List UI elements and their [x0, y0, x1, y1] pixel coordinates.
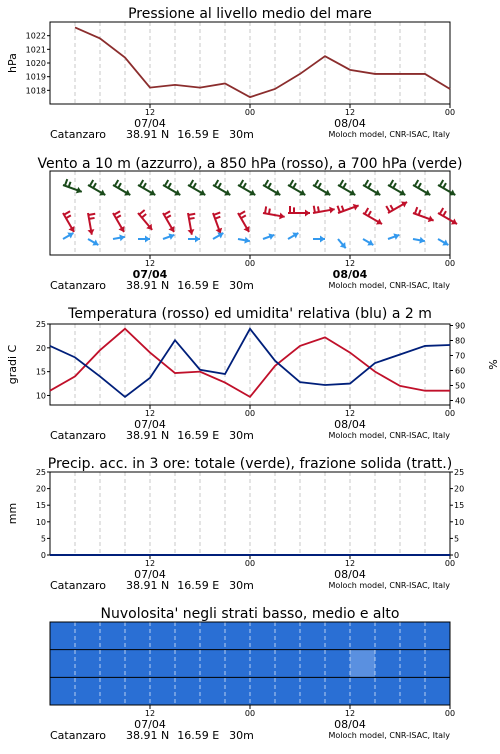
location-line: [50, 279, 254, 292]
panel-5: [50, 606, 455, 742]
x-tick-label: 12: [144, 259, 156, 268]
barb-feather: [190, 180, 194, 186]
date-label: 08/04: [334, 568, 366, 581]
cloud-cell: [325, 677, 350, 705]
barb-feather: [314, 206, 315, 213]
cloud-cell: [50, 650, 75, 678]
x-tick-label: 12: [144, 709, 156, 718]
barb-feather: [368, 211, 371, 216]
barb-feather: [243, 183, 246, 188]
barb-feather: [139, 210, 144, 214]
location-line: [50, 429, 254, 442]
barb-feather: [143, 183, 146, 188]
location-lon: 16.59 E: [177, 429, 220, 442]
panel-3: [6, 306, 499, 442]
wind-barb: [388, 233, 399, 240]
wind-barb: [138, 236, 150, 243]
wind-barb: [413, 237, 425, 244]
y-tick-label-right: 90: [455, 321, 466, 331]
cloud-cell: [150, 622, 175, 650]
barb-feather: [215, 180, 219, 186]
barb-head: [320, 236, 325, 243]
location-city: Catanzaro: [50, 279, 106, 292]
y-tick-label-right: 10: [454, 517, 465, 527]
y-tick-label-right: 25: [454, 468, 465, 477]
cloud-cell: [175, 622, 200, 650]
panel-4: [6, 456, 464, 592]
cloud-cell: [350, 650, 375, 678]
wind-barb: [163, 180, 180, 196]
x-tick-label: 12: [344, 709, 356, 718]
cloud-cell: [100, 650, 125, 678]
y-tick-label-right: 40: [455, 396, 466, 406]
location-city: Catanzaro: [50, 429, 106, 442]
wind-barb: [438, 208, 457, 225]
barb-feather: [241, 215, 246, 218]
panel-title: Vento a 10 m (azzurro), a 850 hPa (rosso), a 700 hPa (verde): [37, 156, 463, 172]
y-tick-label: 1018: [25, 86, 46, 96]
cloud-cell: [375, 677, 400, 705]
wind-barb: [313, 206, 335, 214]
barb-feather: [114, 211, 120, 215]
wind-barb: [238, 180, 255, 196]
wind-barb: [363, 208, 382, 225]
wind-barb: [113, 234, 125, 241]
wind-barb: [63, 232, 73, 239]
series-line-0: [75, 27, 450, 97]
wind-barb: [188, 180, 205, 196]
cloud-cell: [325, 622, 350, 650]
cloud-cell: [200, 622, 225, 650]
wind-barb: [88, 213, 96, 235]
barb-feather: [140, 180, 144, 186]
location-lat: 38.91 N: [125, 279, 170, 292]
cloud-cell: [225, 622, 250, 650]
cloud-cell: [225, 677, 250, 705]
date-label: 08/04: [332, 268, 368, 281]
barb-feather: [142, 214, 146, 218]
wind-barb: [363, 239, 373, 246]
panel-1: [6, 6, 455, 141]
wind-barb: [288, 232, 298, 239]
barb-feather: [290, 180, 294, 186]
y-tick-label: 1022: [25, 31, 46, 41]
barb-feather: [337, 206, 339, 213]
cloud-cell: [150, 677, 175, 705]
y-tick-label-right: 70: [455, 351, 466, 361]
wind-barb: [263, 206, 285, 219]
barb-feather: [365, 180, 369, 186]
wind-barb: [63, 179, 82, 193]
y-tick-label: 1019: [25, 72, 46, 82]
cloud-cell: [275, 622, 300, 650]
barb-feather: [318, 206, 319, 212]
date-label: 07/04: [134, 718, 166, 731]
barb-feather: [168, 183, 171, 188]
location-alt: 30m: [229, 279, 254, 292]
wind-barb: [388, 180, 405, 196]
x-tick-label: 00: [444, 709, 456, 718]
y-tick-label: 5: [40, 534, 46, 544]
barb-feather: [265, 206, 266, 213]
cloud-cell: [75, 622, 100, 650]
wind-barb: [263, 233, 274, 240]
barb-feather: [340, 180, 344, 186]
cloud-cell: [125, 677, 150, 705]
barb-feather: [386, 206, 390, 212]
y-axis-label: hPa: [6, 53, 19, 73]
cloud-cell: [150, 650, 175, 678]
wind-barb: [313, 180, 330, 196]
barb-feather: [293, 183, 296, 188]
y-tick-label: 25: [35, 320, 46, 329]
barb-feather: [214, 212, 221, 214]
y-tick-label-right: 0: [454, 551, 460, 560]
x-tick-label: 00: [444, 259, 456, 268]
date-label: 07/04: [134, 418, 166, 431]
x-tick-label: 12: [344, 559, 356, 568]
cloud-cell: [125, 650, 150, 678]
wind-barb: [238, 211, 250, 232]
cloud-cell: [375, 622, 400, 650]
wind-barb: [213, 212, 222, 233]
y-tick-label: 0: [40, 551, 46, 560]
barb-head: [145, 236, 150, 243]
x-tick-label: 12: [344, 409, 356, 418]
barb-feather: [115, 180, 119, 186]
barb-feather: [215, 217, 220, 219]
wind-barb: [138, 180, 155, 196]
cloud-cell: [50, 677, 75, 705]
y-tick-label: 25: [35, 468, 46, 477]
barb-feather: [443, 183, 446, 188]
location-lat: 38.91 N: [125, 729, 170, 742]
x-tick-label: 00: [444, 559, 456, 568]
cloud-cell: [75, 677, 100, 705]
y-tick-label: 1021: [25, 45, 46, 55]
location-lat: 38.91 N: [125, 429, 170, 442]
wind-barb: [88, 180, 105, 196]
location-city: Catanzaro: [50, 579, 106, 592]
cloud-cell: [375, 650, 400, 678]
location-lon: 16.59 E: [177, 729, 220, 742]
y-axis-label: mm: [6, 502, 19, 525]
cloud-cell: [425, 650, 450, 678]
barb-feather: [164, 211, 170, 215]
wind-barb: [63, 211, 75, 232]
cloud-cell: [400, 677, 425, 705]
location-city: Catanzaro: [50, 729, 106, 742]
x-tick-label: 00: [444, 409, 456, 418]
barb-head: [195, 236, 200, 243]
barb-feather: [93, 183, 96, 188]
cloud-cell: [200, 650, 225, 678]
x-tick-label: 00: [244, 259, 256, 268]
barb-feather: [390, 180, 394, 186]
wind-barb: [88, 239, 98, 246]
location-alt: 30m: [229, 579, 254, 592]
x-tick-label: 00: [244, 709, 256, 718]
date-label: 08/04: [334, 117, 366, 130]
y-tick-label: 15: [35, 367, 46, 377]
panel-title: Pressione al livello medio del mare: [128, 6, 372, 22]
wind-barb: [288, 180, 305, 196]
date-label: 07/04: [132, 268, 168, 281]
wind-barb: [363, 180, 380, 196]
cloud-cell: [275, 677, 300, 705]
barb-feather: [90, 180, 94, 186]
wind-barb: [386, 201, 407, 213]
wind-barb: [113, 180, 130, 196]
wind-barb: [413, 180, 430, 196]
x-tick-label: 12: [344, 108, 356, 117]
barb-feather: [165, 180, 169, 186]
cloud-cell: [50, 622, 75, 650]
location-line: [50, 729, 254, 742]
x-tick-label: 00: [244, 108, 256, 117]
barb-feather: [269, 209, 270, 215]
cloud-cell: [350, 677, 375, 705]
wind-barb: [213, 232, 223, 239]
date-label: 07/04: [134, 117, 166, 130]
barb-feather: [440, 208, 444, 214]
cloud-cell: [250, 622, 275, 650]
location-lat: 38.91 N: [125, 579, 170, 592]
y-tick-label: 10: [35, 391, 46, 401]
barb-feather: [415, 180, 419, 186]
plot-frame: [50, 22, 450, 104]
barb-feather: [166, 215, 171, 218]
wind-barb: [413, 207, 434, 222]
location-lat: 38.91 N: [125, 128, 170, 141]
cloud-cell: [300, 650, 325, 678]
x-tick-label: 00: [444, 108, 456, 117]
barb-feather: [188, 214, 195, 215]
y-tick-label-right: 15: [454, 501, 465, 511]
barb-feather: [240, 180, 244, 186]
wind-barb: [163, 211, 175, 232]
wind-barb: [213, 180, 230, 196]
y-tick-label: 20: [35, 484, 46, 494]
location-alt: 30m: [229, 429, 254, 442]
location-alt: 30m: [229, 729, 254, 742]
cloud-cell: [200, 677, 225, 705]
x-tick-label: 00: [244, 409, 256, 418]
barb-feather: [116, 215, 121, 218]
cloud-cell: [400, 622, 425, 650]
barb-feather: [268, 183, 271, 188]
cloud-cell: [300, 677, 325, 705]
model-credit: Moloch model, CNR-ISAC, Italy: [328, 431, 450, 440]
y-tick-label-right: 5: [454, 534, 460, 544]
model-credit: Moloch model, CNR-ISAC, Italy: [328, 731, 450, 740]
model-credit: Moloch model, CNR-ISAC, Italy: [328, 581, 450, 590]
wind-barb: [238, 237, 250, 244]
y-tick-label-right: 80: [455, 336, 466, 346]
location-line: [50, 579, 254, 592]
barb-feather: [318, 183, 321, 188]
panel-title: Precip. acc. in 3 ore: totale (verde), frazione solida (tratt.): [47, 456, 453, 472]
cloud-cell: [175, 650, 200, 678]
barb-feather: [189, 218, 195, 219]
barb-feather: [415, 207, 417, 214]
wind-barb: [438, 180, 455, 196]
barb-feather: [69, 182, 71, 187]
y-tick-label: 15: [35, 501, 46, 511]
location-lon: 16.59 E: [177, 128, 220, 141]
location-alt: 30m: [229, 128, 254, 141]
wind-barb: [113, 211, 125, 232]
model-credit: Moloch model, CNR-ISAC, Italy: [328, 130, 450, 139]
barb-feather: [419, 210, 421, 215]
cloud-cell: [425, 677, 450, 705]
barb-feather: [342, 206, 344, 211]
y-tick-label: 10: [35, 517, 46, 527]
barb-feather: [88, 214, 95, 215]
wind-barb: [438, 239, 448, 246]
barb-feather: [64, 211, 70, 215]
location-line: [50, 128, 254, 141]
barb-feather: [368, 183, 371, 188]
barb-feather: [315, 180, 319, 186]
cloud-cell: [100, 622, 125, 650]
barb-feather: [365, 208, 369, 214]
cloud-cell: [225, 650, 250, 678]
barb-feather: [118, 183, 121, 188]
panel-title: Nuvolosita' negli strati basso, medio e alto: [100, 606, 400, 622]
x-tick-label: 12: [344, 259, 356, 268]
barb-feather: [66, 215, 71, 218]
wind-barb: [263, 180, 280, 196]
cloud-cell: [250, 650, 275, 678]
location-city: Catanzaro: [50, 128, 106, 141]
cloud-cell: [350, 622, 375, 650]
y-tick-label-right: 60: [455, 366, 466, 376]
barb-feather: [343, 183, 346, 188]
x-tick-label: 12: [144, 108, 156, 117]
barb-feather: [193, 183, 196, 188]
y-tick-label-right: 50: [455, 381, 466, 391]
plot-frame: [50, 324, 450, 405]
barb-feather: [218, 183, 221, 188]
y-tick-label: 20: [35, 343, 46, 353]
cloud-cell: [75, 650, 100, 678]
barb-feather: [239, 211, 245, 215]
wind-barb: [338, 180, 355, 196]
cloud-cell: [300, 622, 325, 650]
cloud-cell: [275, 650, 300, 678]
y-tick-label-right: 20: [454, 484, 465, 494]
panel-2: [37, 156, 462, 292]
cloud-cell: [100, 677, 125, 705]
barb-feather: [265, 180, 269, 186]
cloud-cell: [250, 677, 275, 705]
date-label: 08/04: [334, 418, 366, 431]
model-credit: Moloch model, CNR-ISAC, Italy: [328, 281, 450, 290]
y-axis-label: gradi C: [6, 344, 19, 385]
cloud-cell: [425, 622, 450, 650]
barb-head: [305, 210, 310, 217]
location-lon: 16.59 E: [177, 579, 220, 592]
barb-feather: [65, 179, 67, 186]
cloud-cell: [125, 622, 150, 650]
barb-feather: [390, 205, 393, 210]
barb-feather: [418, 183, 421, 188]
wind-barb: [163, 233, 174, 240]
x-tick-label: 12: [144, 409, 156, 418]
date-label: 07/04: [134, 568, 166, 581]
cloud-cell: [325, 650, 350, 678]
cloud-cell: [400, 650, 425, 678]
date-label: 08/04: [334, 718, 366, 731]
cloud-cell: [175, 677, 200, 705]
y-axis-label-right: %: [486, 359, 499, 370]
wind-barb: [313, 236, 325, 243]
barb-feather: [440, 180, 444, 186]
barb-feather: [89, 218, 95, 219]
x-tick-label: 12: [144, 559, 156, 568]
x-tick-label: 00: [244, 559, 256, 568]
location-lon: 16.59 E: [177, 279, 220, 292]
wind-barb: [337, 204, 358, 213]
wind-barb: [188, 236, 200, 243]
barb-feather: [393, 183, 396, 188]
y-tick-label: 1020: [25, 59, 46, 68]
barb-feather: [443, 211, 446, 216]
wind-barb: [188, 213, 196, 235]
wind-barb: [338, 239, 346, 248]
panel-title: Temperatura (rosso) ed umidita' relativa (blu) a 2 m: [68, 306, 432, 322]
wind-barb: [288, 206, 310, 217]
